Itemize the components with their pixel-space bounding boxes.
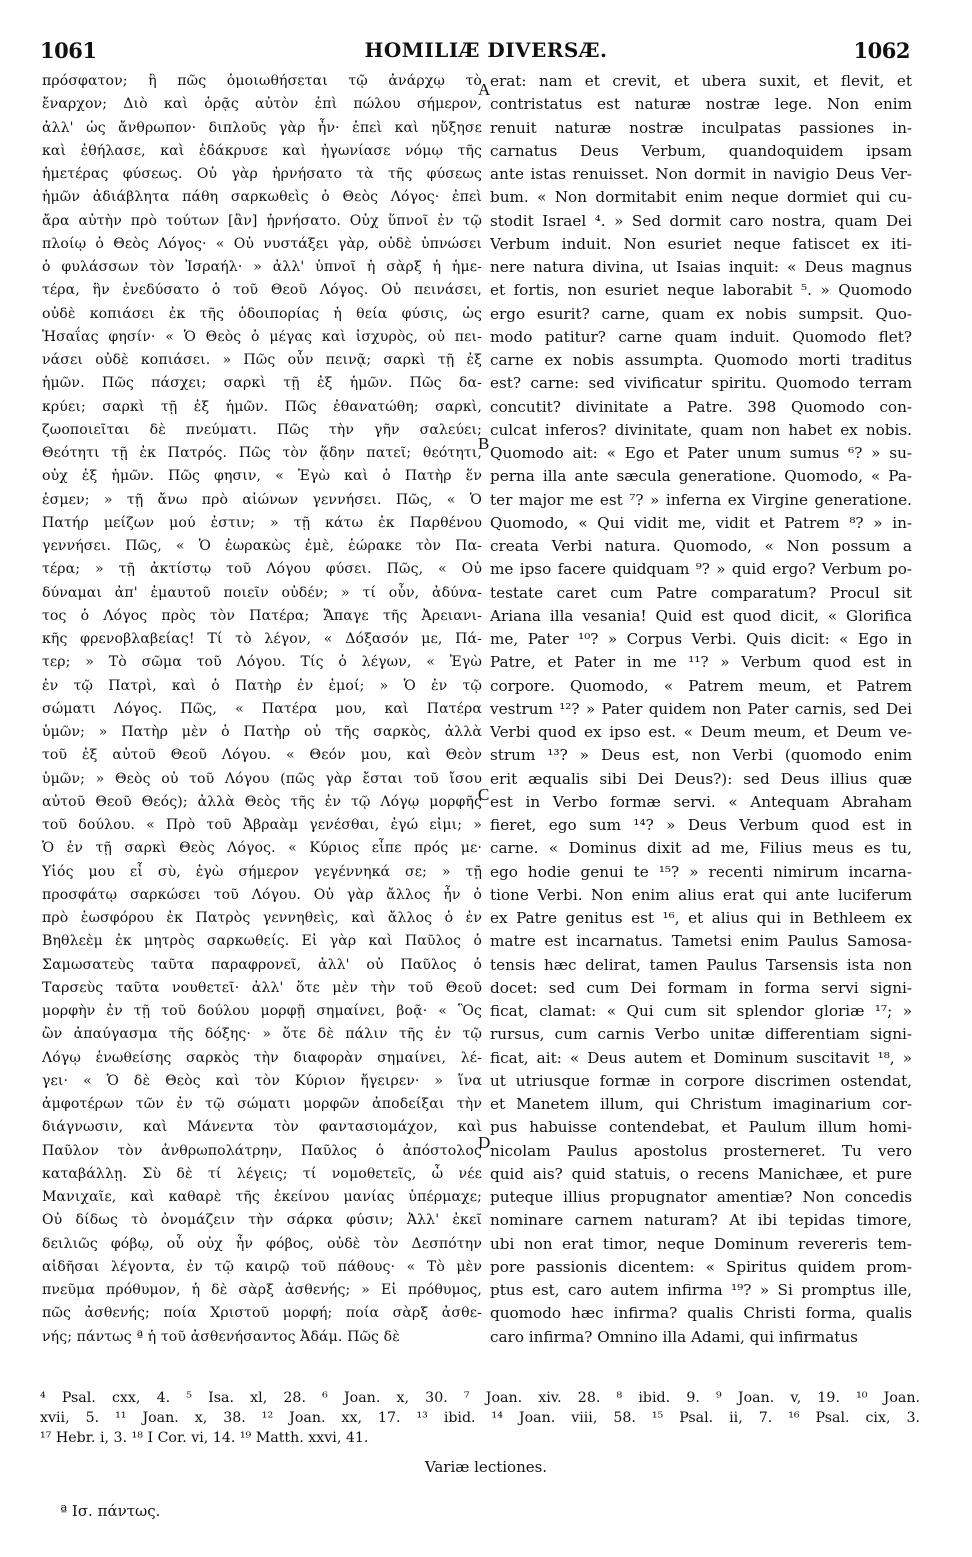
latin-text-line: creata Verbi natura. Quomodo, « Non possum a bbox=[490, 537, 912, 555]
greek-text-line: Θεότητι τῇ ἐκ Πατρός. Πῶς τὸν ᾅδην πατεῖ; θεότητι, bbox=[42, 445, 482, 461]
greek-text-line: καταβάλλῃ. Σὺ δὲ τί λέγεις; τί νομοθετεῖς, ὦ νέε bbox=[42, 1165, 482, 1182]
latin-text-line: fieret, ego sum ¹⁴? » Deus Verbum quod est in bbox=[490, 816, 912, 834]
latin-text-line: concutit? divinitate a Patre. 398 Quomodo con- bbox=[490, 397, 912, 416]
greek-text-line: ἐν τῷ Πατρὶ, καὶ ὁ Πατὴρ ἐν ἐμοί; » Ὁ ἐν τῷ bbox=[42, 677, 482, 694]
latin-text-line: carne ex nobis assumpta. Quomodo morti traditus bbox=[490, 351, 912, 369]
latin-text-line: me, Pater ¹⁰? » Corpus Verbi. Quis dicit: « Ego in bbox=[490, 630, 912, 648]
latin-text-line: nominare carnem naturam? At ibi tepidas timore, bbox=[490, 1211, 912, 1230]
latin-text-line: ptus est, caro autem infirma ¹⁹? » Si promptus ille, bbox=[490, 1281, 912, 1299]
latin-text-line: docet: sed cum Dei formam in forma servi signi- bbox=[490, 978, 912, 997]
greek-text-line: Σαμωσατεὺς ταῦτα παραφρονεῖ, ἀλλ' οὐ Παῦλος ὁ bbox=[42, 956, 482, 973]
latin-text-line: testate caret cum Patre comparatum? Procul sit bbox=[490, 583, 912, 602]
greek-text-line: Οὐ δίδως τὸ ὀνομάζειν τὴν σάρκα φύσιν; Ἀλλ' ἐκεῖ bbox=[42, 1212, 482, 1229]
greek-text-line: ἄρα αὐτὴν πρὸ τούτων [ἂν] ἠρνήσατο. Οὐχ ὕπνοῖ ἐν τῷ bbox=[42, 212, 482, 229]
greek-text-line: ὑμῶν; » Πατὴρ μὲν ὁ Πατὴρ οὐ τῆς σαρκὸς, ἀλλὰ bbox=[42, 724, 482, 740]
latin-text-line: ergo esurit? carne, quam ex nobis sumpsit. Quo- bbox=[490, 304, 912, 323]
greek-text-line: ἐσμεν; » τῇ ἄνω πρὸ αἰώνων γεννήσει. Πῶς, « Ὁ bbox=[42, 491, 482, 508]
section-marker-d: D bbox=[478, 1133, 491, 1152]
greek-text-line: νής; πάντως ª ἡ τοῦ ἀσθενήσαντος Ἀδάμ. Πῶς δὲ bbox=[42, 1328, 400, 1345]
latin-text-line: quid ais? quid statuis, o recens Manichæe, et pure bbox=[490, 1164, 912, 1183]
greek-text-line: τέρα, ἣν ἐνεδύσατο ὁ τοῦ Θεοῦ Λόγος. Οὐ πεινάσει, bbox=[42, 282, 482, 299]
latin-text-line: ut utriusque formæ in corpore discrimen ostendat, bbox=[490, 1071, 912, 1090]
latin-text-line: quomodo hæc infirma? qualis Christi forma, qualis bbox=[490, 1304, 912, 1323]
latin-text-line: ficat, ait: « Deus autem et Dominum suscitavit ¹⁸, » bbox=[490, 1048, 912, 1067]
greek-text-line: ἔναρχον; Διὸ καὶ ὁρᾷς αὐτὸν ἐπὶ πώλου σήμερον, bbox=[42, 96, 482, 113]
variae-lectiones-title: Variæ lectiones. bbox=[424, 1458, 548, 1476]
right-column-number: 1062 bbox=[853, 38, 910, 63]
greek-text-column bbox=[42, 70, 482, 1349]
greek-text-line: κῆς φρενοβλαβείας! Τί τὸ λέγον, « Δόξασόν με, Πά- bbox=[42, 631, 482, 647]
greek-text-line: δειλιῶς φόβῳ, οὗ οὐχ ἦν φόβος, οὐδὲ τὸν Δεσπότην bbox=[42, 1235, 482, 1252]
latin-text-line: ex Patre genitus est ¹⁶, et alius qui in Bethleem ex bbox=[490, 909, 912, 927]
variae-lectiones-note: ª Ισ. πάντως. bbox=[60, 1502, 161, 1520]
latin-text-line: ficat, clamat: « Qui cum sit splendor gloriæ ¹⁷; » bbox=[490, 1002, 912, 1020]
page-header bbox=[0, 10, 972, 63]
latin-text-line: Ariana illa vesania! Quid est quod dicit, « Glorifica bbox=[490, 606, 912, 625]
footnote-line: ⁴ Psal. cxx, 4. ⁵ Isa. xl, 28. ⁶ Joan. x, 30. ⁷ Joan. xiv. 28. ⁸ ibid. 9. ⁹ Joan. v, 19. ¹⁰ Joan. bbox=[40, 1390, 920, 1406]
latin-text-line: carne. « Dominus dixit ad me, Filius meus es tu, bbox=[490, 839, 912, 858]
greek-text-line: Βηθλεὲμ ἐκ μητρὸς σαρκωθείς. Εἰ γὰρ καὶ Παῦλος ὁ bbox=[42, 933, 482, 950]
latin-text-line: ter major me est ⁷? » inferna ex Virgine generatione. bbox=[490, 490, 912, 509]
footnote-line: xvii, 5. ¹¹ Joan. x, 38. ¹² Joan. xx, 17. ¹³ ibid. ¹⁴ Joan. viii, 58. ¹⁵ Psal. ii, 7. ¹⁶ Psal. cix, 3. bbox=[40, 1410, 920, 1426]
greek-text-line: ὑμῶν; » Θεὸς οὐ τοῦ Λόγου (πῶς γὰρ ἔσται τοῦ ἴσου bbox=[42, 770, 482, 787]
latin-text-line: Verbum induit. Non esuriet neque fatiscet ex iti- bbox=[490, 234, 912, 253]
latin-text-line: bum. « Non dormitabit enim neque dormiet qui cu- bbox=[490, 188, 912, 207]
latin-text-line: nere natura divina, ut Isaias inquit: « Deus magnus bbox=[490, 258, 912, 276]
latin-text-line: caro infirma? Omnino illa Adami, qui infirmatus bbox=[490, 1327, 858, 1346]
greek-text-line: καὶ ἐθήλασε, καὶ ἐδάκρυσε καὶ ἠγωνίασε νόμῳ τῆς bbox=[42, 142, 482, 159]
latin-text-line: stodit Israel ⁴. » Sed dormit caro nostra, quam Dei bbox=[490, 211, 912, 230]
latin-text-line: ante istas renuisset. Non dormit in navigio Deus Ver- bbox=[490, 165, 912, 183]
greek-text-line: δύναμαι ἀπ' ἐμαυτοῦ ποιεῖν οὐδέν; » τί οὖν, ἀδύνα- bbox=[42, 584, 482, 601]
latin-text-line: et fortis, non esuriet neque laborabit ⁵. » Quomodo bbox=[490, 281, 912, 300]
greek-text-line: πῶς ἀσθενής; ποία Χριστοῦ μορφή; ποία σὰρξ ἀσθε- bbox=[42, 1305, 482, 1322]
latin-text-line: modo patitur? carne quam induit. Quomodo flet? bbox=[490, 327, 912, 346]
greek-text-line: τος ὁ Λόγος πρὸς τὸν Πατέρα; Ἄπαγε τῆς Ἀρειανι- bbox=[42, 607, 482, 624]
greek-text-line: μορφὴν ἐν τῇ τοῦ δούλου μορφῇ σημαίνει, βοᾷ· « Ὃς bbox=[42, 1003, 482, 1019]
greek-text-line: ἀλλ' ὡς ἄνθρωπον· διπλοῦς γὰρ ἦν· ἐπεὶ καὶ ηὔξησε bbox=[42, 119, 482, 136]
greek-text-line: Υἱός μου εἶ σὺ, ἐγὼ σήμερον γεγέννηκά σε; » τῇ bbox=[42, 863, 482, 880]
latin-text-line: tensis hæc delirat, tamen Paulus Tarsensis ista non bbox=[490, 955, 912, 974]
left-column-number: 1061 bbox=[40, 38, 97, 63]
section-marker-c: C bbox=[478, 785, 490, 804]
greek-text-line: ζωοποιεῖται δὲ πνεύματι. Πῶς τὴν γῆν σαλεύει; bbox=[42, 421, 482, 438]
greek-text-line: ἡμῶν ἀδιάβλητα πάθη σαρκωθεὶς ὁ Θεὸς Λόγος· ἐπεὶ bbox=[42, 189, 482, 206]
latin-text-line: Patre, et Pater in me ¹¹? » Verbum quod est in bbox=[490, 653, 912, 672]
greek-text-line: ὢν ἀπαύγασμα τῆς δόξης· » ὅτε δὲ πάλιν τῆς ἐν τῷ bbox=[42, 1026, 482, 1043]
greek-text-line: διάγνωσιν, καὶ Μάνεντα τὸν φαντασιομάχον, καὶ bbox=[42, 1119, 482, 1136]
latin-text-line: Quomodo, « Qui vidit me, vidit et Patrem ⁸? » in- bbox=[490, 513, 912, 532]
greek-text-line: σώματι Λόγος. Πῶς, « Πατέρα μου, καὶ Πατέρα bbox=[42, 700, 482, 717]
greek-text-line: ἡμετέρας φύσεως. Οὐ γὰρ ἠρνήσατο τὰ τῆς φύσεως bbox=[42, 166, 482, 182]
latin-text-line: pus habuisse contendebat, et Paulum illum homi- bbox=[490, 1118, 912, 1137]
footnotes bbox=[40, 1388, 920, 1448]
greek-text-line: Μανιχαῖε, καὶ καθαρὲ τῆς ἐκείνου μανίας ὑπέρμαχε; bbox=[42, 1189, 482, 1205]
greek-text-line: Παῦλον τὸν ἀνθρωπολάτρην, Παῦλος ὁ ἀπόστολος bbox=[42, 1142, 482, 1159]
footnote-line: ¹⁷ Hebr. i, 3. ¹⁸ I Cor. vi, 14. ¹⁹ Matth. xxvi, 41. bbox=[40, 1430, 369, 1446]
latin-text-line: contristatus est naturæ nostræ lege. Non enim bbox=[490, 95, 912, 114]
latin-text-line: matre est incarnatus. Tametsi enim Paulus Samosa- bbox=[490, 932, 912, 951]
greek-text-line: Ταρσεὺς ταῦτα νουθετεῖ· ἀλλ' ὅτε μὲν τὴν τοῦ Θεοῦ bbox=[42, 979, 482, 996]
greek-text-line: τοῦ δούλου. « Πρὸ τοῦ Ἀβραὰμ γενέσθαι, ἐγώ εἰμι; » bbox=[42, 817, 482, 833]
greek-text-line: πλοίῳ ὁ Θεὸς Λόγος· « Οὐ νυστάξει γὰρ, οὐδὲ ὑπνώσει bbox=[42, 235, 482, 252]
greek-text-line: Λόγῳ ἑνωθείσης σαρκὸς τὴν διαφορὰν σημαίνει, λέ- bbox=[42, 1049, 482, 1066]
latin-text-column bbox=[490, 70, 912, 1349]
latin-text-line: erat: nam et crevit, et ubera suxit, et flevit, et bbox=[490, 72, 912, 90]
latin-text-line: tione Verbi. Non enim alius erat qui ante luciferum bbox=[490, 885, 912, 904]
greek-text-line: πνεῦμα πρόθυμον, ἡ δὲ σὰρξ ἀσθενής; » Εἰ πρόθυμος, bbox=[42, 1282, 482, 1298]
latin-text-line: strum ¹³? » Deus est, non Verbi (quomodo enim bbox=[490, 746, 912, 765]
latin-text-line: Verbi quod ex ipso est. « Deum meum, et Deum ve- bbox=[490, 723, 912, 741]
greek-text-line: Πατήρ μείζων μού ἐστιν; » τῇ κάτω ἐκ Παρθένου bbox=[42, 514, 482, 531]
latin-text-line: nicolam Paulus apostolus prosterneret. Tu vero bbox=[490, 1141, 912, 1160]
greek-text-line: κρύει; σαρκὶ τῇ ἐξ ἡμῶν. Πῶς ἐθανατώθη; σαρκὶ, bbox=[42, 398, 482, 415]
latin-text-line: et Manetem illum, qui Christum imaginarium cor- bbox=[490, 1095, 912, 1113]
latin-text-line: carnatus Deus Verbum, quandoquidem ipsam bbox=[490, 141, 912, 160]
greek-text-line: τερ; » Τὸ σῶμα τοῦ Λόγου. Τίς ὁ λέγων, « Ἐγὼ bbox=[42, 654, 482, 671]
latin-text-line: me ipso facere quidquam ⁹? » quid ergo? Verbum po- bbox=[490, 560, 912, 579]
section-marker-a: A bbox=[478, 80, 491, 99]
greek-text-line: τέρα; » τῇ ἀκτίστῳ τοῦ Λόγου φύσει. Πῶς, « Οὐ bbox=[42, 561, 482, 578]
latin-text-line: perna illa ante sæcula generatione. Quomodo, « Pa- bbox=[490, 467, 912, 486]
latin-text-line: pore passionis dicentem: « Spiritus quidem prom- bbox=[490, 1257, 912, 1276]
greek-text-line: οὐδὲ κοπιάσει ἐκ τῆς ὁδοιπορίας ἡ θεία φύσις, ὡς bbox=[42, 305, 482, 322]
greek-text-line: γει· « Ὁ δὲ Θεὸς καὶ τὸν Κύριον ἤγειρεν· » ἵνα bbox=[42, 1072, 482, 1089]
greek-text-line: πρὸ ἑωσφόρου ἐκ Πατρὸς γεννηθεὶς, καὶ ἄλλος ὁ ἐν bbox=[42, 910, 482, 926]
greek-text-line: Ἡσαΐας φησίν· « Ὁ Θεὸς ὁ μέγας καὶ ἰσχυρὸς, οὐ πει- bbox=[42, 328, 482, 345]
running-title: HOMILIÆ DIVERSÆ. bbox=[364, 38, 608, 62]
greek-text-line: γεννήσει. Πῶς, « Ὁ ἑωρακὼς ἐμὲ, ἑώρακε τὸν Πα- bbox=[42, 538, 482, 554]
greek-text-line: αὐτοῦ Θεοῦ Θεός); ἀλλὰ Θεὸς τῆς ἐν τῷ Λόγῳ μορφῆς bbox=[42, 793, 482, 810]
greek-text-line: ὁ φυλάσσων τὸν Ἰσραήλ· » ἀλλ' ὑπνοῖ ἡ σὰρξ ἡ ἡμε- bbox=[42, 259, 482, 275]
latin-text-line: rursus, cum carnis Verbo unitæ differentiam signi- bbox=[490, 1025, 912, 1044]
greek-text-line: αἰδῆσαι λέγοντα, ἐν τῷ καιρῷ τοῦ πάθους· « Τὸ μὲν bbox=[42, 1258, 482, 1275]
greek-text-line: οὐχ ἐξ ἡμῶν. Πῶς φησιν, « Ἐγὼ καὶ ὁ Πατὴρ ἕν bbox=[42, 468, 482, 485]
greek-text-line: νάσει οὐδὲ κοπιάσει. » Πῶς οὖν πεινᾷ; σαρκὶ τῇ ἐξ bbox=[42, 352, 482, 368]
latin-text-line: culcat inferos? divinitate, quam non habet ex nobis. bbox=[490, 420, 912, 439]
section-marker-b: B bbox=[478, 434, 490, 453]
greek-text-line: ἀμφοτέρων τῶν ἐν τῷ σώματι μορφῶν ἀποδείξαι τὴν bbox=[42, 1096, 482, 1112]
latin-text-line: renuit naturæ nostræ inculpatas passiones in- bbox=[490, 118, 912, 137]
greek-text-line: ἡμῶν. Πῶς πάσχει; σαρκὶ τῇ ἐξ ἡμῶν. Πῶς δα- bbox=[42, 375, 482, 392]
latin-text-line: est in Verbo formæ servi. « Antequam Abraham bbox=[490, 792, 912, 811]
latin-text-line: est? carne: sed vivificatur spiritu. Quomodo terram bbox=[490, 374, 912, 393]
latin-text-line: puteque illius propugnator amentiæ? Non concedis bbox=[490, 1188, 912, 1206]
latin-text-line: ego hodie genui te ¹⁵? » recenti nimirum incarna- bbox=[490, 862, 912, 881]
greek-text-line: προσφάτῳ σαρκώσει τοῦ Λόγου. Οὐ γὰρ ἄλλος ἦν ὁ bbox=[42, 886, 482, 903]
greek-text-line: πρόσφατον; ἢ πῶς ὁμοιωθήσεται τῷ ἀνάρχῳ τὸ bbox=[42, 73, 482, 89]
latin-text-line: vestrum ¹²? » Pater quidem non Pater carnis, sed Dei bbox=[490, 699, 912, 718]
greek-text-line: Ὁ ἐν τῇ σαρκὶ Θεὸς Λόγος. « Κύριος εἶπε πρός με· bbox=[42, 840, 482, 857]
latin-text-line: ubi non erat timor, neque Dominum revereris tem- bbox=[490, 1234, 912, 1253]
latin-text-line: Quomodo ait: « Ego et Pater unum sumus ⁶? » su- bbox=[490, 444, 912, 462]
greek-text-line: τοῦ ἐξ αὐτοῦ Θεοῦ Λόγου. « Θεόν μου, καὶ Θεὸν bbox=[42, 747, 482, 764]
latin-text-line: erit æqualis sibi Dei Deus?): sed Deus illius quæ bbox=[490, 769, 912, 788]
latin-text-line: corpore. Quomodo, « Patrem meum, et Patrem bbox=[490, 676, 912, 695]
